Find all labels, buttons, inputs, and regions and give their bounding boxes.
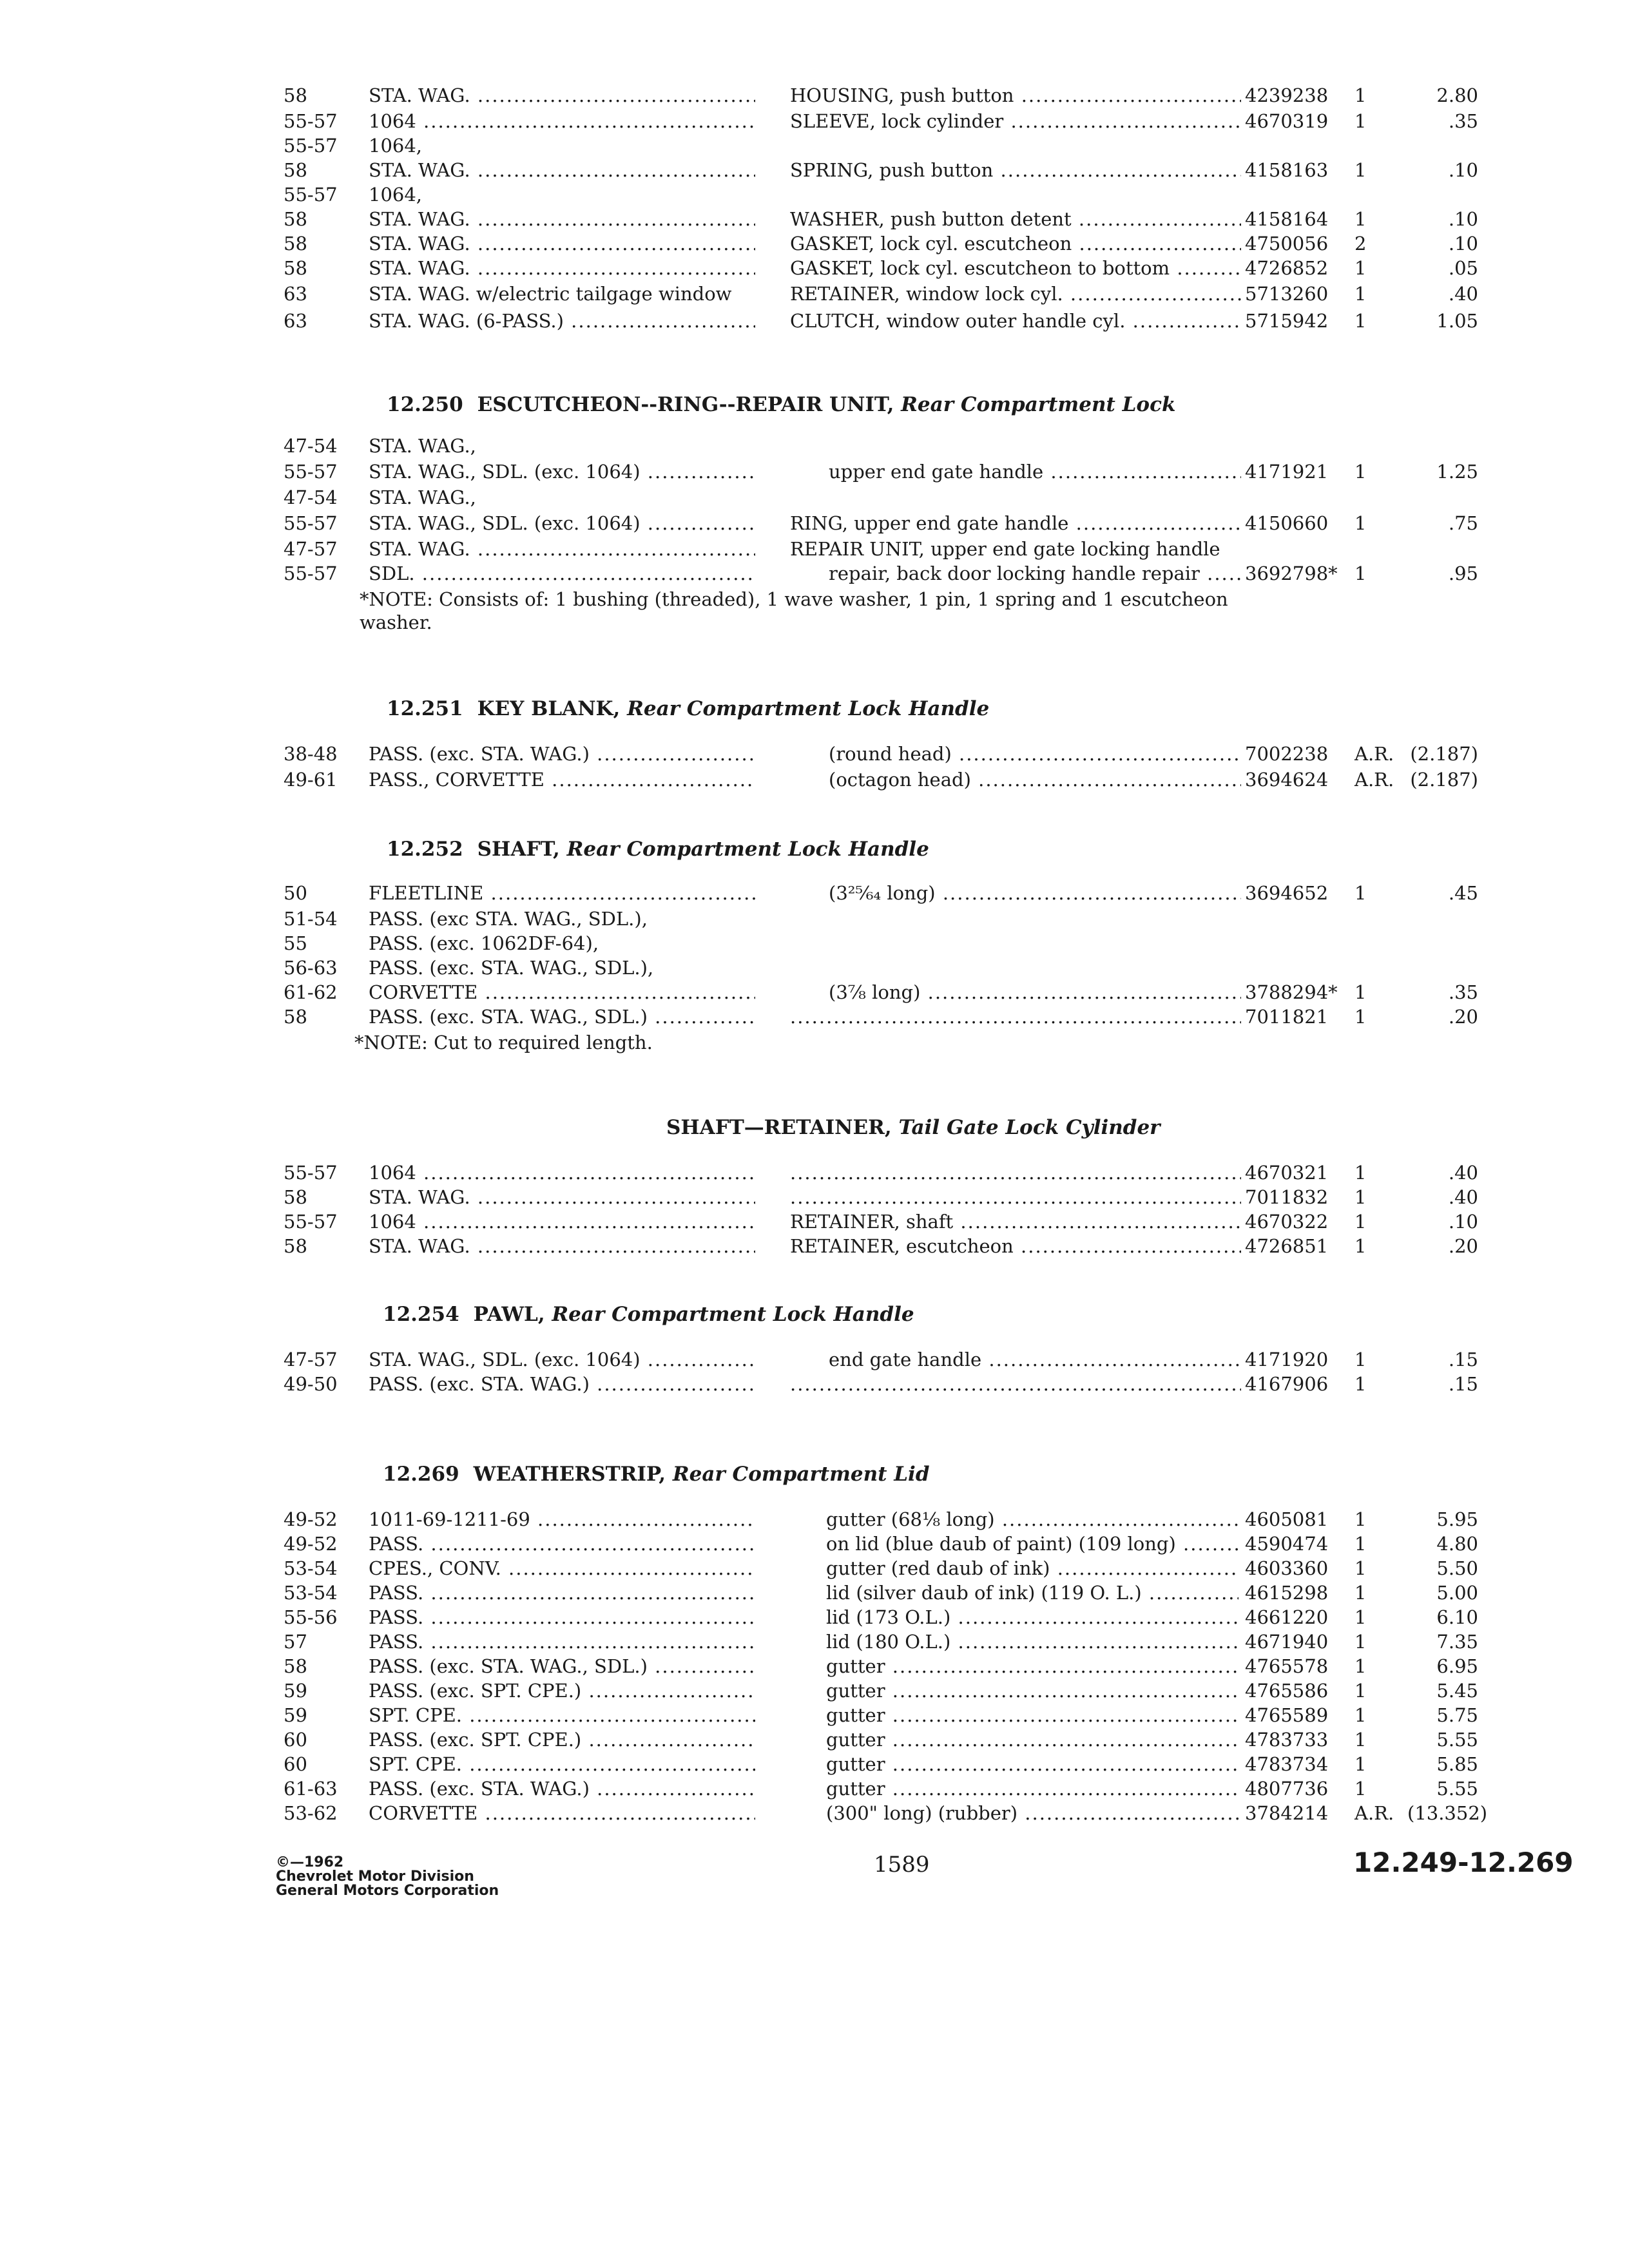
table-row: 47-54 STA. WAG.,: [284, 435, 476, 457]
table-row: 55-57 1064 ..... RETAINER, shaft ..... 4670322 1 .10: [0, 1209, 1629, 1235]
table-row: 47-57 STA. WAG., SDL. (exc. 1064) ..... end gate handle ..... 4171920 1 .15: [0, 1347, 1629, 1372]
group-range: 12.249-12.269: [1353, 1847, 1574, 1878]
table-row: 61-62 CORVETTE ..... (3⅞ long) ..... 3788294* 1 .35: [0, 979, 1629, 1005]
section-heading-12-251: 12.251 KEY BLANK, Rear Compartment Lock Handle: [387, 697, 990, 720]
table-row: 61-63 PASS. (exc. STA. WAG.) ..... gutter ..... 4807736 1 5.55: [0, 1776, 1629, 1802]
table-row: 38-48 PASS. (exc. STA. WAG.) ..... (round head) ..... 7002238 A.R. (2.187): [0, 741, 1629, 767]
table-row: 58 STA. WAG. ..... WASHER, push button detent ..... 4158164 1 .10: [0, 206, 1629, 232]
table-row: 55-57 1064 ..... SLEEVE, lock cylinder ..... 4670319 1 .35: [0, 108, 1629, 134]
table-row: 51-54 PASS. (exc STA. WAG., SDL.),: [284, 908, 648, 930]
table-row: 50 FLEETLINE ..... (3²⁵⁄₆₄ long) ..... 3694652 1 .45: [0, 880, 1629, 906]
publisher-block: [276, 1856, 499, 1898]
table-row: 55-57 STA. WAG., SDL. (exc. 1064) ..... RING, upper end gate handle ..... 4150660 1 .75: [0, 510, 1629, 536]
table-row: 63 STA. WAG. w/electric tailgage window RETAINER, window lock cyl. ..... 5713260 1 .40: [0, 281, 1629, 307]
section-heading-shaft-retainer: SHAFT—RETAINER, Tail Gate Lock Cylinder: [666, 1116, 1161, 1139]
table-row: 58 PASS. (exc. STA. WAG., SDL.) ..... gutter ..... 4765578 1 6.95: [0, 1653, 1629, 1679]
table-row: 49-52 1011-69-1211-69 ..... gutter (68⅛ long) ..... 4605081 1 5.95: [0, 1506, 1629, 1532]
table-row: 55-57 1064,: [284, 135, 423, 157]
table-row: 57 PASS. ..... lid (180 O.L.) ..... 4671940 1 7.35: [0, 1629, 1629, 1655]
table-row: 53-62 CORVETTE ..... (300" long) (rubber) ..... 3784214 A.R. (13.352): [0, 1800, 1629, 1826]
table-row: 58 STA. WAG. ..... SPRING, push button ..... 4158163 1 .10: [0, 157, 1629, 183]
footnote: *NOTE: Cut to required length.: [354, 1032, 653, 1053]
table-row: 49-52 PASS. ..... on lid (blue daub of paint) (109 long) ..... 4590474 1 4.80: [0, 1531, 1629, 1557]
corporation-name: General Motors Corporation: [276, 1883, 499, 1899]
table-row: 58 STA. WAG. ..... HOUSING, push button ..... 4239238 1 2.80: [0, 82, 1629, 108]
table-row: 49-61 PASS., CORVETTE ..... (octagon head) ..... 3694624 A.R. (2.187): [0, 767, 1629, 793]
table-row: 55-57 1064 ..... ..... 4670321 1 .40: [0, 1160, 1629, 1186]
table-row: 58 STA. WAG. ..... ..... 7011832 1 .40: [0, 1184, 1629, 1210]
copyright: ©—1962: [276, 1854, 344, 1870]
table-row: 63 STA. WAG. (6-PASS.) ..... CLUTCH, window outer handle cyl. ..... 5715942 1 1.05: [0, 308, 1629, 334]
section-heading-12-252: 12.252 SHAFT, Rear Compartment Lock Handle: [387, 838, 929, 861]
table-row: 47-57 STA. WAG. ..... REPAIR UNIT, upper end gate locking handle: [0, 536, 1629, 562]
page-number: 1589: [874, 1852, 930, 1878]
section-heading-12-269: 12.269 WEATHERSTRIP, Rear Compartment Lid: [383, 1463, 930, 1486]
table-row: 58 PASS. (exc. STA. WAG., SDL.) ..... ..... 7011821 1 .20: [0, 1004, 1629, 1030]
table-row: 53-54 PASS. ..... lid (silver daub of ink) (119 O. L.) ..... 4615298 1 5.00: [0, 1580, 1629, 1606]
table-row: 49-50 PASS. (exc. STA. WAG.) ..... ..... 4167906 1 .15: [0, 1371, 1629, 1397]
footnote: *NOTE: Consists of: 1 bushing (threaded), 1 wave washer, 1 pin, 1 spring and 1 escutcheon washer.: [360, 588, 1228, 633]
table-row: 53-54 CPES., CONV. ..... gutter (red daub of ink) ..... 4603360 1 5.50: [0, 1555, 1629, 1581]
table-row: 59 PASS. (exc. SPT. CPE.) ..... gutter ..... 4765586 1 5.45: [0, 1678, 1629, 1704]
table-row: 55-57 1064,: [284, 184, 423, 206]
table-row: 55-57 STA. WAG., SDL. (exc. 1064) ..... upper end gate handle ..... 4171921 1 1.25: [0, 459, 1629, 485]
table-row: 60 SPT. CPE. ..... gutter ..... 4783734 1 5.85: [0, 1751, 1629, 1777]
table-row: 58 STA. WAG. ..... RETAINER, escutcheon ..... 4726851 1 .20: [0, 1233, 1629, 1259]
division-name: Chevrolet Motor Division: [276, 1869, 474, 1885]
table-row: 55-56 PASS. ..... lid (173 O.L.) ..... 4661220 1 6.10: [0, 1604, 1629, 1630]
section-heading-12-250: 12.250 ESCUTCHEON--RING--REPAIR UNIT, Rear Compartment Lock: [387, 393, 1176, 416]
section-heading-12-254: 12.254 PAWL, Rear Compartment Lock Handle: [383, 1303, 914, 1326]
table-row: 58 STA. WAG. ..... GASKET, lock cyl. escutcheon ..... 4750056 2 .10: [0, 231, 1629, 256]
table-row: 55-57 SDL. ..... repair, back door locking handle repair ..... 3692798* 1 .95: [0, 561, 1629, 586]
table-row: 60 PASS. (exc. SPT. CPE.) ..... gutter ..... 4783733 1 5.55: [0, 1727, 1629, 1753]
table-row: 56-63 PASS. (exc. STA. WAG., SDL.),: [284, 957, 654, 979]
table-row: 58 STA. WAG. ..... GASKET, lock cyl. escutcheon to bottom ..... 4726852 1 .05: [0, 255, 1629, 281]
table-row: 55 PASS. (exc. 1062DF-64),: [284, 932, 599, 954]
table-row: 59 SPT. CPE. ..... gutter ..... 4765589 1 5.75: [0, 1702, 1629, 1728]
table-row: 47-54 STA. WAG.,: [284, 486, 476, 508]
